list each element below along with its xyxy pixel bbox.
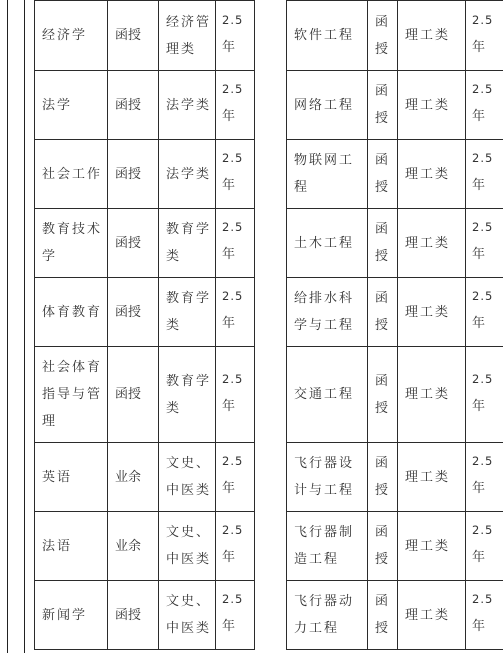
duration-unit: 年 bbox=[472, 550, 487, 565]
duration-cell bbox=[216, 278, 255, 347]
study-mode-cell: 函授 bbox=[108, 209, 159, 278]
study-mode-cell: 函授 bbox=[368, 278, 398, 347]
table-row bbox=[35, 71, 255, 140]
duration-unit: 年 bbox=[472, 481, 487, 496]
subject-category-cell: 经济管理类 bbox=[159, 1, 216, 71]
duration-cell bbox=[216, 443, 255, 512]
study-mode-cell: 函授 bbox=[368, 71, 398, 140]
duration-cell bbox=[466, 209, 503, 278]
major-name-cell: 法学 bbox=[35, 71, 108, 140]
duration-unit: 年 bbox=[472, 109, 487, 124]
major-name-cell: 新闻学 bbox=[35, 581, 108, 650]
duration-number: 2.5 bbox=[472, 371, 494, 386]
subject-category-cell: 理工类 bbox=[398, 278, 466, 347]
duration-number: 2.5 bbox=[222, 592, 244, 606]
subject-category-cell: 法学类 bbox=[159, 140, 216, 209]
study-mode-cell: 函授 bbox=[368, 140, 398, 209]
duration-number: 2.5 bbox=[222, 371, 244, 386]
study-mode-cell: 函授 bbox=[368, 209, 398, 278]
study-mode-cell: 函授 bbox=[108, 581, 159, 650]
subject-category-cell: 教育学类 bbox=[159, 278, 216, 347]
table-row bbox=[35, 512, 255, 581]
major-name-cell: 飞行器设计与工程 bbox=[287, 443, 368, 512]
major-name-cell: 土木工程 bbox=[287, 209, 368, 278]
study-mode-cell: 业余 bbox=[108, 512, 159, 581]
duration-cell bbox=[216, 512, 255, 581]
duration-cell bbox=[466, 581, 503, 650]
duration-cell bbox=[216, 1, 255, 71]
subject-category-cell: 理工类 bbox=[398, 140, 466, 209]
duration-cell bbox=[466, 71, 503, 140]
duration-unit: 年 bbox=[472, 39, 487, 55]
major-name-cell: 英语 bbox=[35, 443, 108, 512]
table-row bbox=[287, 1, 503, 71]
duration-unit: 年 bbox=[222, 550, 237, 565]
major-name-cell: 软件工程 bbox=[287, 1, 368, 71]
right-majors-table bbox=[286, 0, 503, 650]
major-name-cell: 经济学 bbox=[35, 1, 108, 71]
study-mode-cell: 函授 bbox=[108, 347, 159, 443]
duration-number: 2.5 bbox=[222, 454, 244, 468]
duration-cell bbox=[216, 209, 255, 278]
major-name-cell: 飞行器动力工程 bbox=[287, 581, 368, 650]
subject-category-cell: 理工类 bbox=[398, 1, 466, 71]
duration-cell bbox=[466, 347, 503, 443]
duration-unit: 年 bbox=[472, 247, 487, 262]
duration-unit: 年 bbox=[222, 178, 237, 193]
major-name-cell: 社会工作 bbox=[35, 140, 108, 209]
study-mode-cell: 函授 bbox=[368, 1, 398, 71]
duration-cell bbox=[466, 1, 503, 71]
subject-category-cell: 教育学类 bbox=[159, 347, 216, 443]
table-row bbox=[35, 1, 255, 71]
table-row bbox=[287, 278, 503, 347]
duration-unit: 年 bbox=[222, 398, 237, 414]
duration-unit: 年 bbox=[472, 316, 487, 331]
duration-unit: 年 bbox=[222, 247, 237, 262]
study-mode-cell: 函授 bbox=[108, 71, 159, 140]
subject-category-cell: 文史、中医类 bbox=[159, 443, 216, 512]
study-mode-cell: 函授 bbox=[108, 1, 159, 71]
table-row bbox=[35, 278, 255, 347]
table-row bbox=[35, 140, 255, 209]
duration-number: 2.5 bbox=[472, 82, 494, 96]
table-row bbox=[35, 347, 255, 443]
subject-category-cell: 理工类 bbox=[398, 347, 466, 443]
duration-number: 2.5 bbox=[222, 289, 244, 303]
duration-number: 2.5 bbox=[222, 523, 244, 537]
table-row bbox=[287, 209, 503, 278]
major-name-cell: 法语 bbox=[35, 512, 108, 581]
subject-category-cell: 理工类 bbox=[398, 71, 466, 140]
duration-unit: 年 bbox=[222, 619, 237, 634]
duration-number: 2.5 bbox=[472, 454, 494, 468]
subject-category-cell: 理工类 bbox=[398, 581, 466, 650]
subject-category-cell: 教育学类 bbox=[159, 209, 216, 278]
duration-cell bbox=[466, 512, 503, 581]
study-mode-cell: 函授 bbox=[368, 581, 398, 650]
duration-number: 2.5 bbox=[222, 82, 244, 96]
subject-category-cell: 文史、中医类 bbox=[159, 512, 216, 581]
table-row bbox=[287, 347, 503, 443]
duration-number: 2.5 bbox=[472, 289, 494, 303]
duration-cell bbox=[216, 347, 255, 443]
duration-cell bbox=[466, 278, 503, 347]
study-mode-cell: 业余 bbox=[108, 443, 159, 512]
duration-unit: 年 bbox=[222, 109, 237, 124]
duration-unit: 年 bbox=[222, 316, 237, 331]
duration-number: 2.5 bbox=[222, 12, 244, 27]
duration-unit: 年 bbox=[222, 39, 237, 55]
table-row bbox=[35, 443, 255, 512]
subject-category-cell: 理工类 bbox=[398, 209, 466, 278]
major-name-cell: 飞行器制造工程 bbox=[287, 512, 368, 581]
duration-number: 2.5 bbox=[472, 220, 494, 234]
duration-unit: 年 bbox=[472, 178, 487, 193]
table-row bbox=[35, 209, 255, 278]
major-name-cell: 体育教育 bbox=[35, 278, 108, 347]
study-mode-cell: 函授 bbox=[108, 140, 159, 209]
duration-unit: 年 bbox=[222, 481, 237, 496]
major-name-cell: 社会体育指导与管理 bbox=[35, 347, 108, 443]
major-name-cell: 给排水科学与工程 bbox=[287, 278, 368, 347]
subject-category-cell: 理工类 bbox=[398, 512, 466, 581]
study-mode-cell: 函授 bbox=[368, 347, 398, 443]
duration-number: 2.5 bbox=[472, 592, 494, 606]
duration-unit: 年 bbox=[472, 398, 487, 414]
table-row bbox=[287, 512, 503, 581]
duration-cell bbox=[466, 443, 503, 512]
duration-number: 2.5 bbox=[472, 151, 494, 165]
subject-category-cell: 文史、中医类 bbox=[159, 581, 216, 650]
duration-cell bbox=[466, 140, 503, 209]
page-left-inner-border bbox=[24, 0, 25, 653]
table-row bbox=[287, 443, 503, 512]
table-row bbox=[287, 140, 503, 209]
duration-number: 2.5 bbox=[472, 523, 494, 537]
table-row bbox=[287, 71, 503, 140]
page-left-border bbox=[7, 0, 8, 653]
duration-number: 2.5 bbox=[222, 220, 244, 234]
subject-category-cell: 理工类 bbox=[398, 443, 466, 512]
duration-cell bbox=[216, 71, 255, 140]
left-majors-table bbox=[34, 0, 255, 650]
major-name-cell: 教育技术学 bbox=[35, 209, 108, 278]
duration-cell bbox=[216, 140, 255, 209]
major-name-cell: 网络工程 bbox=[287, 71, 368, 140]
subject-category-cell: 法学类 bbox=[159, 71, 216, 140]
table-row bbox=[287, 581, 503, 650]
study-mode-cell: 函授 bbox=[368, 443, 398, 512]
duration-number: 2.5 bbox=[472, 12, 494, 27]
table-row bbox=[35, 581, 255, 650]
study-mode-cell: 函授 bbox=[368, 512, 398, 581]
duration-unit: 年 bbox=[472, 619, 487, 634]
study-mode-cell: 函授 bbox=[108, 278, 159, 347]
duration-number: 2.5 bbox=[222, 151, 244, 165]
major-name-cell: 交通工程 bbox=[287, 347, 368, 443]
duration-cell bbox=[216, 581, 255, 650]
major-name-cell: 物联网工程 bbox=[287, 140, 368, 209]
